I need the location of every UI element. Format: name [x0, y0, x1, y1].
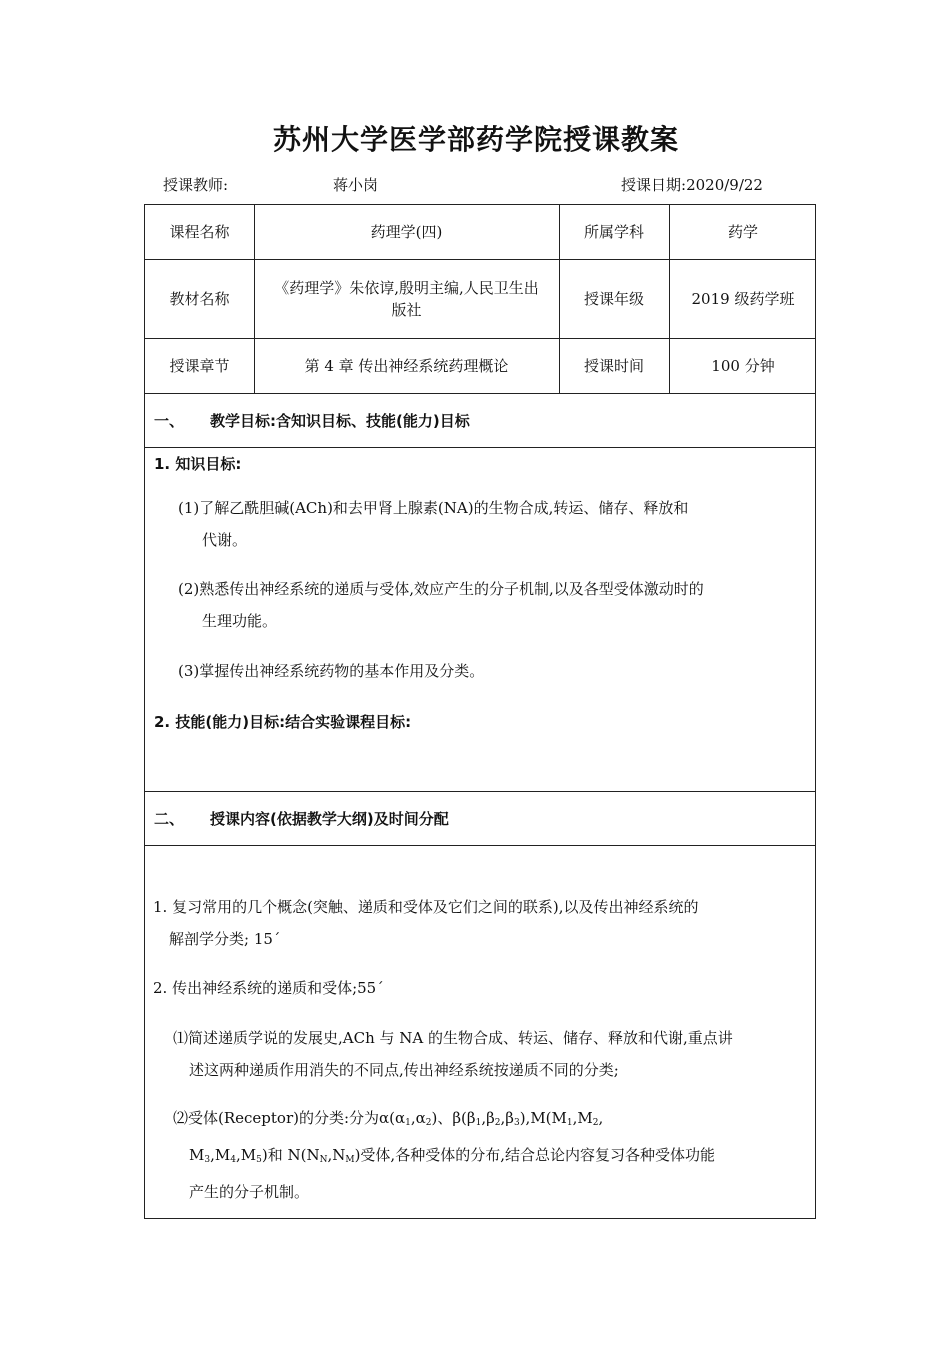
knowledge-goal-item	[178, 655, 808, 687]
date-label: 授课日期:	[621, 176, 687, 194]
content-line: ⑴简述递质学说的发展史,ACh 与 NA 的生物合成、转运、储存、释放和代谢,重点讲	[173, 1029, 733, 1047]
section1-title: 教学目标:含知识目标、技能(能力)目标	[210, 412, 470, 430]
content-item-2: 2. 传出神经系统的递质和受体;55ˊ	[153, 979, 384, 997]
grade-label: 授课年级	[583, 289, 644, 308]
row-divider	[145, 791, 815, 792]
goal-line: (1)了解乙酰胆碱(ACh)和去甲肾上腺素(NA)的生物合成,转运、储存、释放和	[178, 499, 689, 517]
section2-heading	[154, 808, 449, 829]
duration-label: 授课时间	[583, 356, 644, 375]
textbook-label: 教材名称	[169, 289, 230, 308]
knowledge-goal-item	[178, 492, 808, 556]
content-sub-item-2	[173, 1102, 813, 1208]
receptor-line-1: ⑵受体(Receptor)的分类:分为$\alpha(\alpha_1,\alpha_2)$、$\beta(\beta_1,\beta_2,\beta_3),M(M_1,M_2$,	[173, 1109, 604, 1128]
textbook-value: 《药理学》朱依谆,殷明主编,人民卫生出版社	[274, 278, 539, 319]
section2-title: 授课内容(依据教学大纲)及时间分配	[210, 810, 449, 828]
goal-line-cont: 生理功能。	[202, 612, 278, 630]
date-value: 2020/9/22	[686, 176, 763, 194]
knowledge-goals-heading: 1. 知识目标:	[154, 455, 242, 473]
section1-heading	[154, 410, 470, 431]
row-divider	[145, 845, 815, 846]
content-sub-item-1	[173, 1022, 813, 1086]
date-info	[621, 174, 763, 195]
chapter-label: 授课章节	[169, 356, 230, 375]
section1-number: 一、	[154, 412, 185, 430]
section2-number: 二、	[154, 810, 185, 828]
receptor-line-2: $M_3,M_4,M_5$)和 $N(N_N,N_M)$受体,各种受体的分布,结合总论内容复习各种受体功能	[189, 1146, 715, 1165]
content-line-cont: 解剖学分类; 15ˊ	[169, 930, 281, 948]
receptor-line-3: 产生的分子机制。	[189, 1183, 310, 1201]
goal-line-cont: 代谢。	[202, 531, 248, 549]
goal-line: (2)熟悉传出神经系统的递质与受体,效应产生的分子机制,以及各型受体激动时的	[178, 580, 704, 598]
grade-value: 2019 级药学班	[691, 289, 795, 308]
subject-value: 药学	[727, 223, 758, 241]
subject-label: 所属学科	[583, 223, 644, 241]
row-divider	[145, 447, 815, 448]
content-item-1	[153, 891, 813, 955]
chapter-value: 第 4 章 传出神经系统药理概论	[304, 356, 509, 375]
course-name-label: 课程名称	[169, 223, 230, 241]
teacher-label: 授课教师:	[163, 176, 229, 194]
page-title: 苏州大学医学部药学院授课教案	[272, 123, 679, 156]
knowledge-goal-item	[178, 573, 808, 637]
lesson-plan-table	[144, 204, 816, 1219]
course-name-value: 药理学(四)	[370, 223, 443, 241]
content-line: 1. 复习常用的几个概念(突触、递质和受体及它们之间的联系),以及传出神经系统的	[153, 898, 699, 916]
skill-goals-heading: 2. 技能(能力)目标:结合实验课程目标:	[154, 713, 412, 731]
goal-line: (3)掌握传出神经系统药物的基本作用及分类。	[178, 662, 485, 680]
content-line-cont: 述这两种递质作用消失的不同点,传出神经系统按递质不同的分类;	[189, 1061, 619, 1079]
row-divider	[145, 393, 815, 394]
duration-value: 100 分钟	[711, 356, 775, 375]
teacher-name: 蒋小岗	[333, 176, 379, 194]
